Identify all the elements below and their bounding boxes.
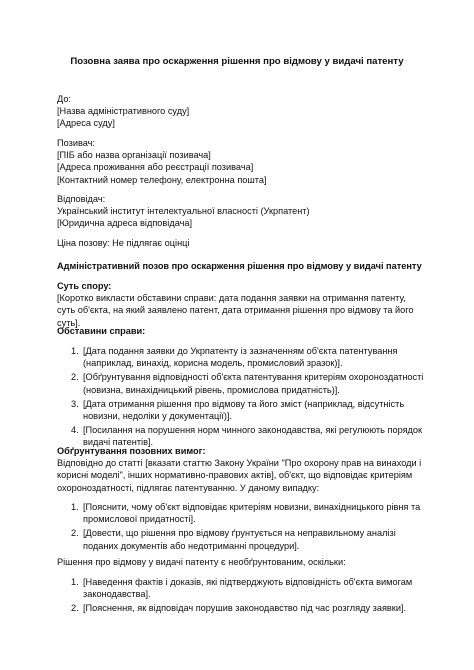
list-item: 1. [Дата подання заявки до Укрпатенту із зазначенням об'єкта патентування (наприклад, винахід, корисна модель, промисловий зразок)]. (71, 346, 398, 369)
plaintiff-label: Позивач: (57, 138, 95, 148)
grounds-list (57, 501, 427, 554)
list-item: 1. [Наведення фактів і доказів, які підтверджують відповідність об'єкта вимогам законодавства]. (71, 577, 413, 600)
grounds-heading: Обґрунтування позовних вимог: (57, 446, 206, 456)
claim-subtitle: Адміністративний позов про оскарження рішення про відмову у видачі патенту (57, 261, 422, 271)
essence-heading: Суть спору: (57, 281, 112, 291)
list-item: 4. [Посилання на порушення норм чинного законодавства, які регулюють порядок видачі патентів]. (71, 425, 423, 448)
plaintiff-block (57, 137, 422, 186)
list-item: 2. [Довести, що рішення про відмову ґрунтується на неправильному аналізі поданих документів або недотриманні процедури]. (71, 528, 396, 551)
defendant-address: [Юридична адреса відповідача] (57, 218, 193, 229)
court-name: [Назва адміністративного суду] (57, 106, 190, 117)
to-label: До: (57, 94, 71, 104)
unfounded-text: Рішення про відмову у видачі патенту є необґрунтованим, оскільки: (57, 557, 346, 567)
defendant-label: Відповідач: (57, 194, 106, 204)
circumstances-heading: Обставини справи: (57, 326, 146, 336)
claim-price: Ціна позову: Не підлягає оцінці (57, 238, 190, 248)
essence-text: [Коротко викласти обставини справи: дата подання заявки на отримання патенту, суть об'єкта, на який заявлено патент, дата отримання рішення про відмову та його суть]. (57, 293, 414, 328)
to-block (57, 93, 422, 130)
list-item: 1. [Пояснити, чому об'єкт відповідає критеріям новизни, винахідницького рівня та промислової придатності]. (71, 502, 421, 525)
plaintiff-name: [ПІБ або назва організації позивача] (57, 150, 211, 161)
plaintiff-address: [Адреса проживання або реєстрації позивача] (57, 162, 254, 173)
grounds-section (57, 445, 422, 494)
circumstances-list (57, 345, 427, 451)
list-item: 3. [Дата отримання рішення про відмову та його зміст (наприклад, відсутність новизни, недоліки у документації)]. (71, 398, 405, 422)
defendant-block (57, 193, 422, 230)
document-title: Позовна заява про оскарження рішення про відмову у видачі патенту (70, 56, 404, 67)
essence-section (57, 280, 422, 329)
list-item: 2. [Пояснення, як відповідач порушив законодавство під час розгляду заявки]. (71, 603, 407, 614)
defendant-name: Український інститут інтелектуальної власності (Укрпатент) (57, 206, 310, 217)
court-address: [Адреса суду] (57, 118, 115, 129)
list-item: 2. [Обґрунтування відповідності об'єкта патентування критеріям охороноздатності (новизна, винахідницький рівень, промислова придатність)]. (71, 372, 424, 395)
grounds-text: Відповідно до статті [вказати статтю Закону України "Про охорону прав на винаходи і корисні моделі", інших нормативно-правових актів], об'єкт, що відповідає критеріям охороноздатності, підлягає патентуванню. У даному випадку: (57, 458, 422, 493)
unfounded-list (57, 576, 427, 617)
plaintiff-contacts: [Контактний номер телефону, електронна пошта] (57, 174, 267, 185)
